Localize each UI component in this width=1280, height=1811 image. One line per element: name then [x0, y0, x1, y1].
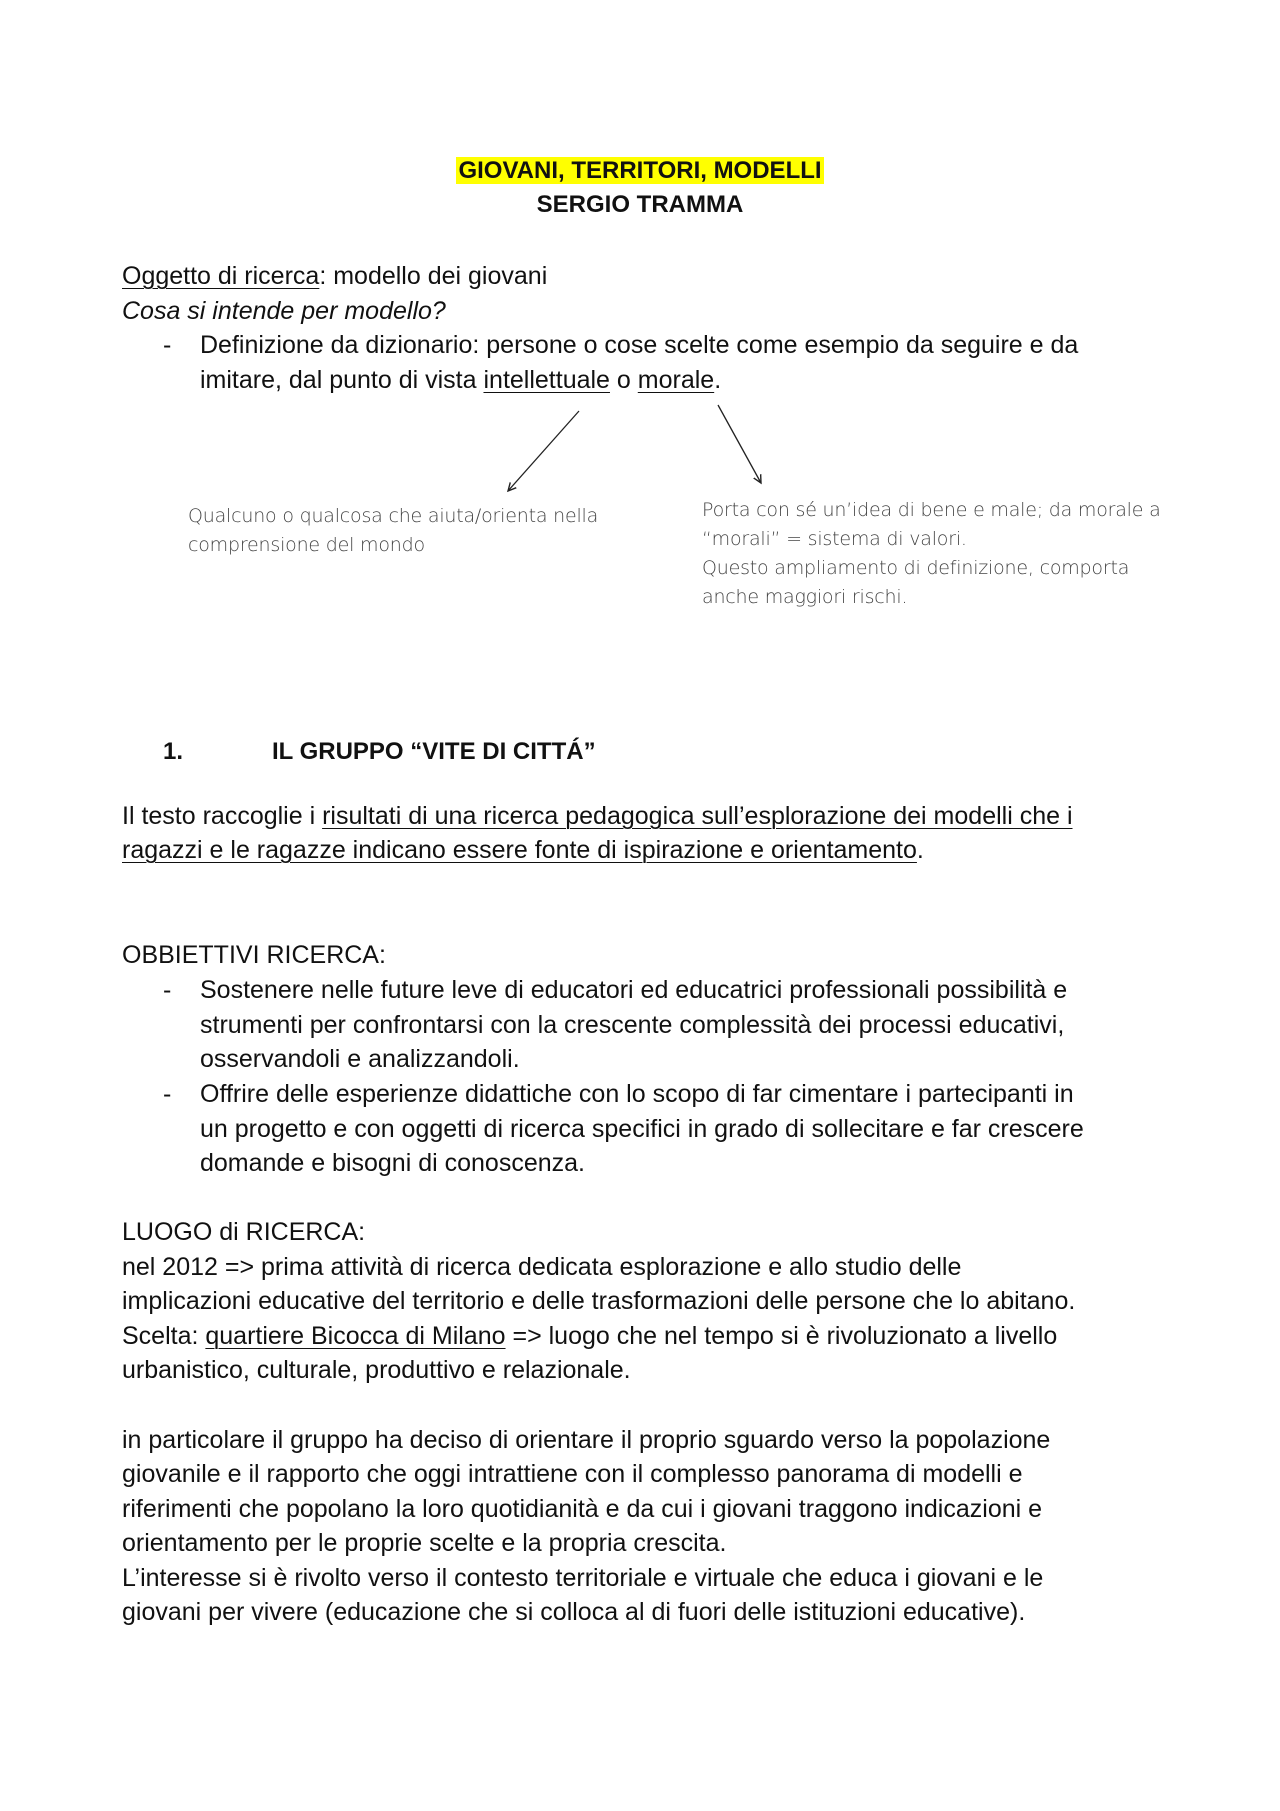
luogo-line-2: implicazioni educative del territorio e delle trasformazioni delle persone che lo abitano.	[122, 1287, 1076, 1315]
right-arrow	[718, 405, 761, 483]
title-highlight: GIOVANI, TERRITORI, MODELLI	[458, 157, 822, 184]
definition-prefix: imitare, dal punto di vista	[200, 366, 484, 394]
period-text: .	[714, 366, 722, 394]
note-right-line: Porta con sé un’idea di bene e male; da morale a	[702, 499, 1161, 521]
obbiettivi-item-1-line-1: Sostenere nelle future leve di educatori ed educatrici professionali possibilità e	[200, 976, 1068, 1004]
obbiettivi-item-2-line-1: Offrire delle esperienze didattiche con lo scopo di far cimentare i partecipanti in	[200, 1080, 1074, 1108]
section-text-underlined: risultati di una ricerca pedagogica sull’esplorazione dei modelli che i	[322, 802, 1073, 830]
obbiettivi-item-1-line-2: strumenti per confrontarsi con la crescente complessità dei processi educativi,	[200, 1011, 1065, 1039]
obbiettivi-item-2-line-3: domande e bisogni di conoscenza.	[200, 1149, 585, 1177]
scelta-suffix: => luogo che nel tempo si è rivoluzionato a livello	[505, 1322, 1058, 1350]
oggetto-value: : modello dei giovani	[319, 262, 548, 290]
paragraph-line-4: orientamento per le proprie scelte e la propria crescita.	[122, 1529, 727, 1557]
oggetto-label: Oggetto di ricerca	[122, 262, 320, 290]
luogo-line-4: urbanistico, culturale, produttivo e relazionale.	[122, 1356, 631, 1384]
connector-text: o	[609, 366, 638, 394]
paragraph-line-5: L’interesse si è rivolto verso il contesto territoriale e virtuale che educa i giovani e le	[122, 1564, 1044, 1592]
luogo-line-1: nel 2012 => prima attività di ricerca dedicata esplorazione e allo studio delle	[122, 1253, 962, 1281]
document-author: SERGIO TRAMMA	[536, 191, 744, 218]
section-heading: IL GRUPPO “VITE DI CITTÁ”	[272, 738, 596, 765]
paragraph-line-6: giovani per vivere (educazione che si colloca al di fuori delle istituzioni educative).	[122, 1598, 1026, 1626]
note-left-line: Qualcuno o qualcosa che aiuta/orienta nella	[188, 505, 599, 527]
note-left	[188, 502, 648, 560]
morale-term: morale	[637, 366, 715, 394]
scelta-prefix: Scelta:	[122, 1322, 206, 1350]
paragraph-line-3: riferimenti che popolano la loro quotidianità e da cui i giovani traggono indicazioni e	[122, 1495, 1043, 1523]
section-text-suffix: .	[916, 836, 924, 864]
question-line: Cosa si intende per modello?	[122, 297, 446, 325]
left-arrow	[508, 411, 579, 491]
note-left-line: comprensione del mondo	[188, 534, 425, 556]
obbiettivi-item-2-line-2: un progetto e con oggetti di ricerca specifici in grado di sollecitare e far crescere	[200, 1115, 1084, 1143]
section-text-prefix: Il testo raccoglie i	[122, 802, 323, 830]
obbiettivi-item-1-line-3: osservandoli e analizzandoli.	[200, 1045, 520, 1073]
note-right-line: “morali” = sistema di valori.	[702, 528, 967, 550]
section-text-line-1	[122, 799, 1222, 833]
paragraph-line-1: in particolare il gruppo ha deciso di orientare il proprio sguardo verso la popolazione	[122, 1426, 1051, 1454]
section-text-underlined: ragazzi e le ragazze indicano essere fonte di ispirazione e orientamento	[122, 836, 917, 864]
bullet-marker: -	[163, 1080, 172, 1108]
intellettuale-term: intellettuale	[483, 366, 610, 394]
note-right	[702, 496, 1242, 612]
luogo-scelta-line	[122, 1319, 1222, 1353]
bullet-marker: -	[163, 331, 172, 359]
note-right-line: Questo ampliamento di definizione, comporta	[702, 557, 1130, 579]
scelta-place: quartiere Bicocca di Milano	[205, 1322, 506, 1350]
definition-line-1: Definizione da dizionario: persone o cose scelte come esempio da seguire e da	[200, 331, 1079, 359]
paragraph-line-2: giovanile e il rapporto che oggi intrattiene con il complesso panorama di modelli e	[122, 1460, 1023, 1488]
obbiettivi-label: OBBIETTIVI RICERCA:	[122, 941, 386, 969]
note-right-line: anche maggiori rischi.	[702, 586, 908, 608]
luogo-label: LUOGO di RICERCA:	[122, 1218, 366, 1246]
section-text-line-2	[122, 833, 1222, 867]
section-number: 1.	[163, 738, 184, 765]
bullet-marker: -	[163, 976, 172, 1004]
